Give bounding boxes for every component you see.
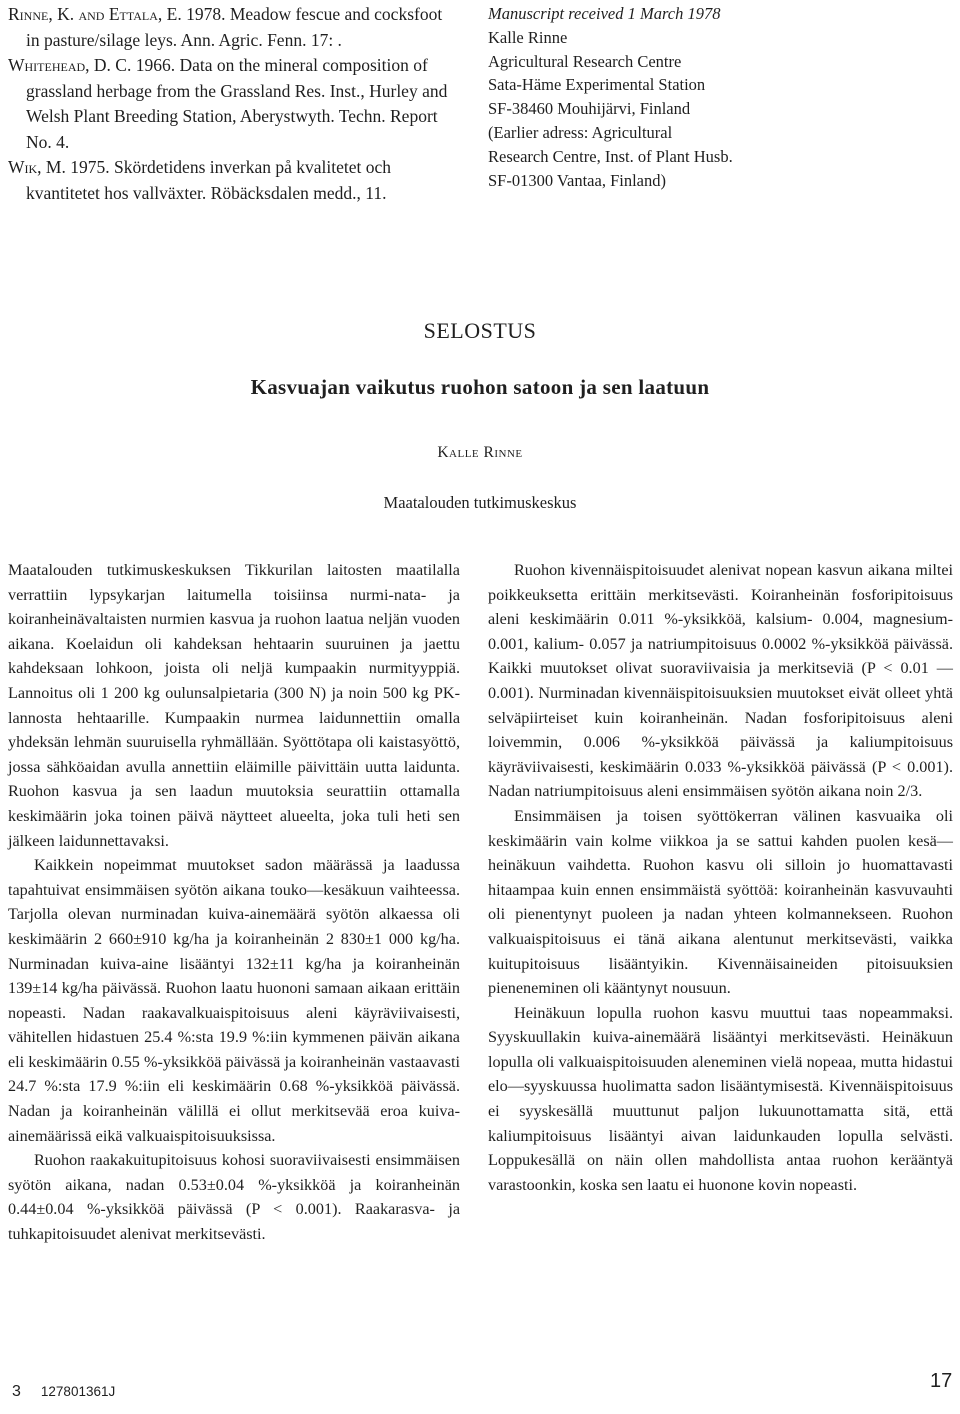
author-address-line: Sata-Häme Experimental Station bbox=[488, 75, 706, 95]
reference-text: 1975. Skördetidens inverkan på kvalitetet och kvantitetet hos vallväxter. Röbäcksdalen medd., 11. bbox=[26, 157, 392, 203]
article-author: Kalle Rinne bbox=[437, 444, 523, 461]
body-paragraph: Ruohon raakakuitupitoisuus kohosi suoraviivaisesti ensimmäisen syötön aikana, nadan 0.53±0.04 %-yksikköä ja koiranheinän 0.44±0.04 %-yksikköä päivässä (P < 0.001). Raakarasva- ja tuhkapitoisuudet alenivat merkitsevästi. bbox=[8, 1151, 460, 1244]
reference-text: 1978. Meadow fescue and cocksfoot in pasture/silage leys. Ann. Agric. Fenn. 17: . bbox=[26, 4, 443, 50]
reference-item bbox=[8, 2, 460, 53]
manuscript-info bbox=[488, 2, 953, 192]
reference-item bbox=[8, 155, 460, 206]
reference-author: Wik, M. bbox=[8, 157, 66, 177]
author-address-line: Agricultural Research Centre bbox=[488, 51, 682, 71]
article-affiliation: Maatalouden tutkimuskeskus bbox=[383, 493, 577, 512]
page-number: 17 bbox=[930, 1370, 953, 1392]
references-list bbox=[8, 2, 460, 206]
section-heading: SELOSTUS bbox=[423, 318, 537, 343]
article-title: Kasvuajan vaikutus ruohon satoon ja sen laatuun bbox=[250, 375, 710, 399]
author-address-line: SF-38460 Mouhijärvi, Finland bbox=[488, 99, 691, 119]
body-paragraph: Ensimmäisen ja toisen syöttökerran välinen kasvuaika oli keskimäärin vain kolme viikkoa ja se sattui kahden puolen kesä—heinäkuun vaihdetta. Ruohon kasvu oli silloin jo huomattavasti hitaampaa kuin ennen ensimmäistä syöttöä: koiranheinän kasvuvauhti oli pienentynyt puoleen ja nadan yhteen kolmannekseen. Ruohon valkuaispitoisuus ei tänä aikana alentunut merkitsevästi, vaikka kuitupitoisuus lisääntyikin. Kivennäisaineiden pitoisuuksien pieneneminen oli kääntynyt nousuun. bbox=[488, 806, 953, 998]
body-column-right bbox=[488, 558, 953, 1197]
body-paragraph: Heinäkuun lopulla ruohon kasvu muuttui taas nopeammaksi. Syyskuullakin kuiva-ainemäärä lisääntyi merkitsevästi. Heinäkuun lopulla oli valkuaispitoisuuden aleneminen vielä nopeaa, mutta hidastui elo—syyskuussa huolimatta sadon lisääntymisestä. Kivennäispitoisuus ei syyskesällä muuttunut paljon lukuunottamatta sitä, että kaliumpitoisuus lisääntyi aivan laidunkauden lopulla selvästi. Loppukesällä on näin ollen mahdollista antaa ruohon kerääntyä varastoonkin, koska sen laatu ei huonone kovin nopeasti. bbox=[488, 1003, 953, 1194]
reference-author: Whitehead, D. C. bbox=[8, 55, 132, 75]
author-address-line: Kalle Rinne bbox=[488, 27, 568, 47]
print-signature bbox=[12, 1383, 115, 1401]
body-paragraph: Maatalouden tutkimuskeskuksen Tikkurilan laitosten maatilalla verrattiin lypsykarjan laitumella toisiinsa nurmi-nata- ja koiranheinävaltaisten nurmien kasvua ja ruohon laatua neljän vuoden aikana. Koelaidun oli kahdeksan hehtaarin suuruinen ja jaettu kahdeksaan lohkoon, joista oli neljä kumpaakin nurmityyppiä. Lannoitus oli 1 200 kg oulunsalpietaria (300 N) ja noin 500 kg PK-lannosta hehtaarille. Kumpaakin nurmea laidunnettiin omalla yhdeksän lehmän suuruisella ryhmällään. Syöttötapa oli kaistasyöttö, jossa sähköaidan avulla annettiin eläimille päivittäin uutta laidunta. Ruohon kasvua ja sen laadun muutoksia seurattiin ottamalla keskimäärin joka toinen päivä näytteet alueelta, joka tuli heti sen jälkeen laidunnettavaksi. bbox=[8, 561, 460, 850]
reference-author: Rinne, K. and Ettala, E. bbox=[8, 4, 182, 24]
body-paragraph: Ruohon kivennäispitoisuudet alenivat nopean kasvun aikana miltei poikkeuksetta erittäin merkitsevästi. Koiranheinän fosforipitoisuus aleni keskimäärin 0.011 %-yksikköä, kalsium- 0.004, magnesium- 0.001, kalium- 0.057 ja natriumpitoisuus 0.0002 %-yksikköä päivässä. Kaikki muutokset olivat suoraviivaisia ja merkitseviä (P < 0.01 —0.001). Nurminadan kivennäispitoisuuksien muutokset eivät olleet yhtä selväpiirteiset kuin koiranheinän. Nadan fosforipitoisuus aleni loivemmin, 0.006 %-yksikköä päivässä ja kaliumpitoisuus käyräviivaisesti, keskimäärin 0.033 %-yksikköä päivässä (P < 0.001). Nadan natriumpitoisuus aleni ensimmäisen syötön aikana noin 2/3. bbox=[488, 561, 953, 801]
author-address-line: SF-01300 Vantaa, Finland) bbox=[488, 170, 666, 190]
reference-item bbox=[8, 53, 460, 155]
signature-number: 3 bbox=[12, 1383, 21, 1400]
manuscript-received: Manuscript received 1 March 1978 bbox=[488, 4, 721, 23]
reference-text: 1966. Data on the mineral composition of grassland herbage from the Grassland Res. Inst., Hurley and Welsh Plant Breeding Station, Aberystwyth. Techn. Report No. 4. bbox=[26, 55, 448, 152]
author-address-line: Research Centre, Inst. of Plant Husb. bbox=[488, 146, 733, 166]
author-address-line: (Earlier adress: Agricultural bbox=[488, 122, 673, 142]
print-code: 127801361J bbox=[40, 1384, 116, 1399]
body-column-left bbox=[8, 558, 460, 1247]
body-paragraph: Kaikkein nopeimmat muutokset sadon määrässä ja laadussa tapahtuivat ensimmäisen syötön aikana touko—kesäkuun vaihteessa. Tarjolla olevan nurminadan kuiva-ainemäärä syötön alkaessa oli keskimäärin 2 660±910 kg/ha ja koiranheinän 2 830±1 000 kg/ha. Nurminadan kuiva-aine lisääntyi 132±11 kg/ha ja koiranheinän 139±14 kg/ha päivässä. Ruohon laatu huononi samaan aikaan erittäin nopeasti. Nadan raakavalkuaispitoisuus aleni käyräviivaisesti, vähitellen hidastuen 25.4 %:sta 19.9 %:iin kymmenen päivän aikana eli keskimäärin 0.55 %-yksikköä päivässä ja koiranheinän vastaavasti 24.7 %:sta 17.9 %:iin eli keskimäärin 0.68 %-yksikköä päivässä. Nadan ja koiranheinän välillä ei ollut merkitsevää eroa kuiva-ainemäärissä eikä valkuaispitoisuuksissa. bbox=[8, 856, 460, 1145]
